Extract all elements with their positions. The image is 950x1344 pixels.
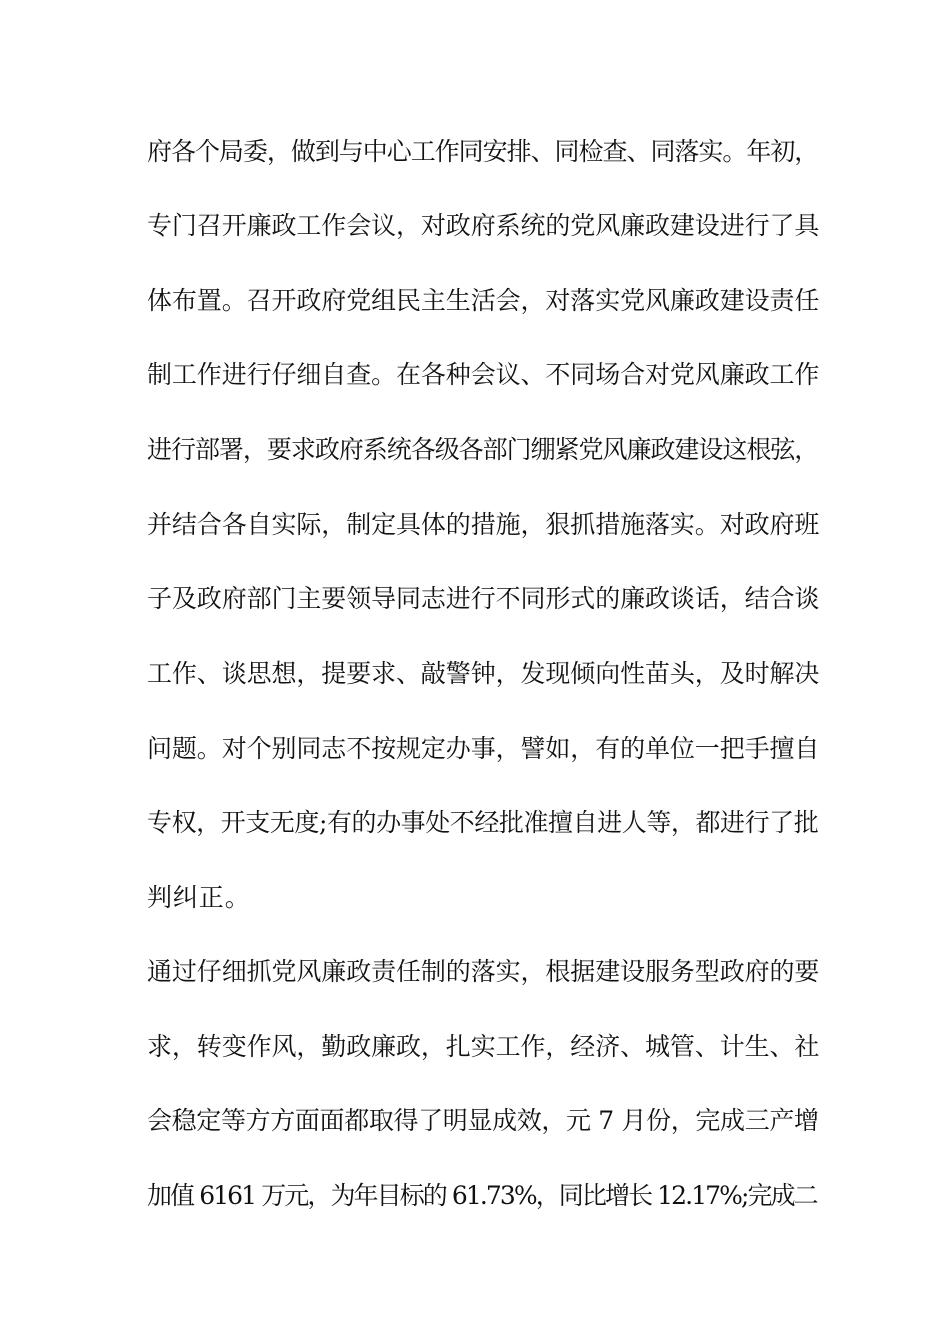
text-line: 工作、谈思想，提要求、敲警钟，发现倾向性苗头，及时解决 [147, 659, 820, 688]
text-line: 加值 6161 万元，为年目标的 61.73%，同比增长 12.17%;完成二 [147, 1181, 817, 1210]
text-line: 体布置。召开政府党组民主生活会，对落实党风廉政建设责任 [147, 286, 820, 315]
text-line: 并结合各自实际，制定具体的措施，狠抓措施落实。对政府班 [147, 510, 820, 539]
text-line: 会稳定等方方面面都取得了明显成效，元 7 月份，完成三产增 [147, 1106, 819, 1135]
text-line: 专权，开支无度;有的办事处不经批准擅自进人等，都进行了批 [147, 808, 819, 837]
text-line: 子及政府部门主要领导同志进行不同形式的廉政谈话，结合谈 [147, 584, 820, 613]
text-line: 府各个局委，做到与中心工作同安排、同检查、同落实。年初， [147, 137, 819, 166]
text-line: 问题。对个别同志不按规定办事，譬如，有的单位一把手擅自 [147, 734, 820, 763]
text-line: 制工作进行仔细自查。在各种会议、不同场合对党风廉政工作 [147, 360, 820, 389]
text-line: 通过仔细抓党风廉政责任制的落实，根据建设服务型政府的要 [147, 957, 820, 986]
text-line: 求，转变作风，勤政廉政，扎实工作，经济、城管、计生、社 [147, 1032, 820, 1061]
text-line: 专门召开廉政工作会议，对政府系统的党风廉政建设进行了具 [147, 211, 820, 240]
text-line: 判纠正。 [147, 883, 251, 912]
text-line: 进行部署，要求政府系统各级各部门绷紧党风廉政建设这根弦， [147, 435, 819, 464]
